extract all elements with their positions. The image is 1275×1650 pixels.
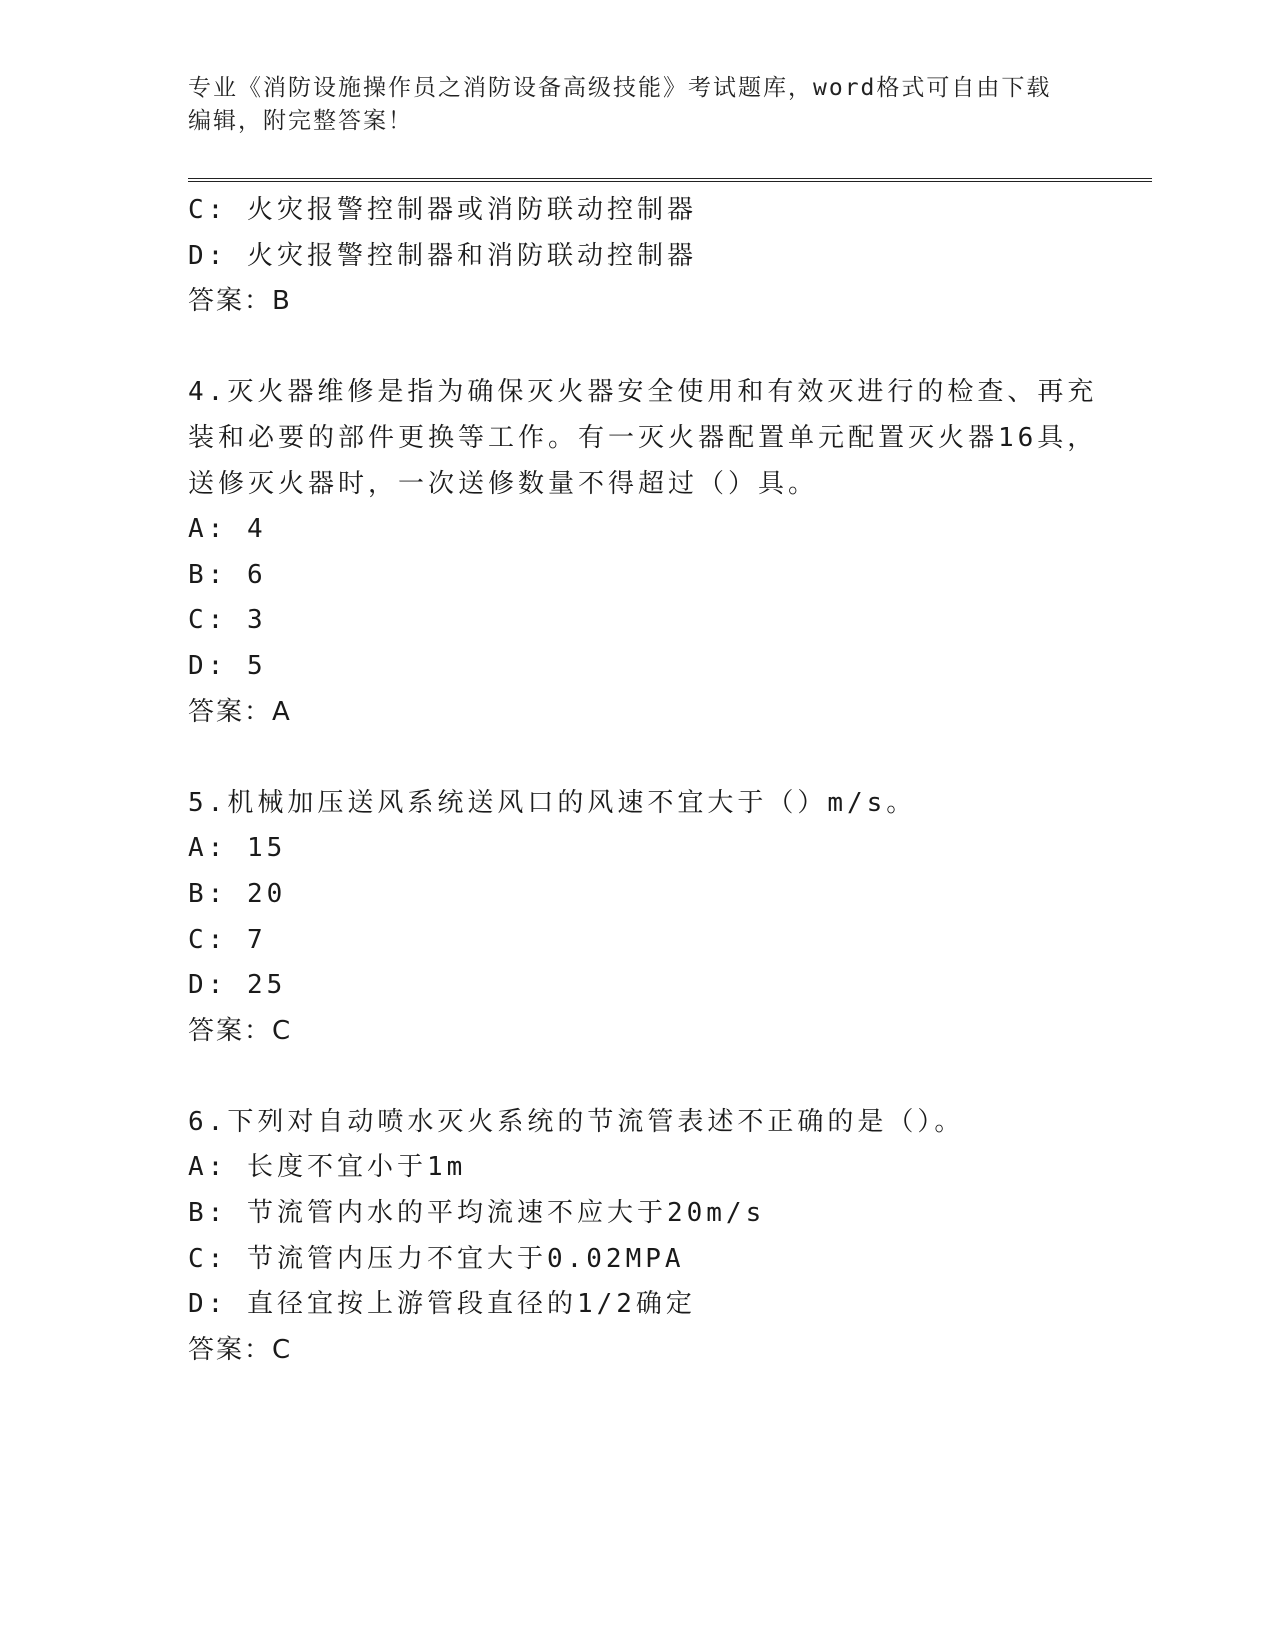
question-6 xyxy=(188,1100,1088,1374)
option-c: C: 7 xyxy=(188,924,267,955)
option-b: B: 6 xyxy=(188,559,267,590)
option-a: A: 15 xyxy=(188,833,287,864)
question-text-line: 装和必要的部件更换等工作。有一灭火器配置单元配置灭火器16具， xyxy=(188,422,1098,453)
option-c: C: 火灾报警控制器或消防联动控制器 xyxy=(188,195,697,225)
question-text-line: 4.灭火器维修是指为确保灭火器安全使用和有效灭进行的检查、再充 xyxy=(188,377,1098,408)
question-content xyxy=(188,188,1098,1373)
question-text-line: 5.机械加压送风系统送风口的风速不宜大于（）m/s。 xyxy=(188,787,917,818)
question-5 xyxy=(188,781,1088,1055)
option-d: D: 5 xyxy=(188,650,267,681)
option-a: A: 长度不宜小于1m xyxy=(188,1152,467,1183)
spacer xyxy=(188,1054,1088,1100)
header-text: 专业《消防设施操作员之消防设备高级技能》考试题库，word格式可自由下载编辑，附完整答案！ xyxy=(188,75,1052,134)
option-d: D: 火灾报警控制器和消防联动控制器 xyxy=(188,240,697,271)
answer: 答案：B xyxy=(188,286,292,317)
option-b: B: 20 xyxy=(188,878,287,909)
spacer xyxy=(188,325,1088,371)
option-c: C: 节流管内压力不宜大于0.02MPA xyxy=(188,1243,685,1274)
answer: 答案：C xyxy=(188,1334,293,1365)
option-c: C: 3 xyxy=(188,605,267,636)
header-divider xyxy=(188,178,1152,182)
option-a: A: 4 xyxy=(188,514,267,545)
answer: 答案：A xyxy=(188,696,292,727)
answer: 答案：C xyxy=(188,1015,293,1046)
option-d: D: 25 xyxy=(188,970,287,1001)
question-4 xyxy=(188,370,1098,735)
question-text-line: 送修灭火器时，一次送修数量不得超过（）具。 xyxy=(188,468,819,499)
question-3-partial xyxy=(188,188,1088,325)
page-header xyxy=(188,72,1068,138)
option-b: B: 节流管内水的平均流速不应大于20m/s xyxy=(188,1198,766,1229)
spacer xyxy=(188,735,1088,781)
option-d: D: 直径宜按上游管段直径的1/2确定 xyxy=(188,1289,696,1320)
question-text-line: 6.下列对自动喷水灭火系统的节流管表述不正确的是（）。 xyxy=(188,1106,965,1137)
